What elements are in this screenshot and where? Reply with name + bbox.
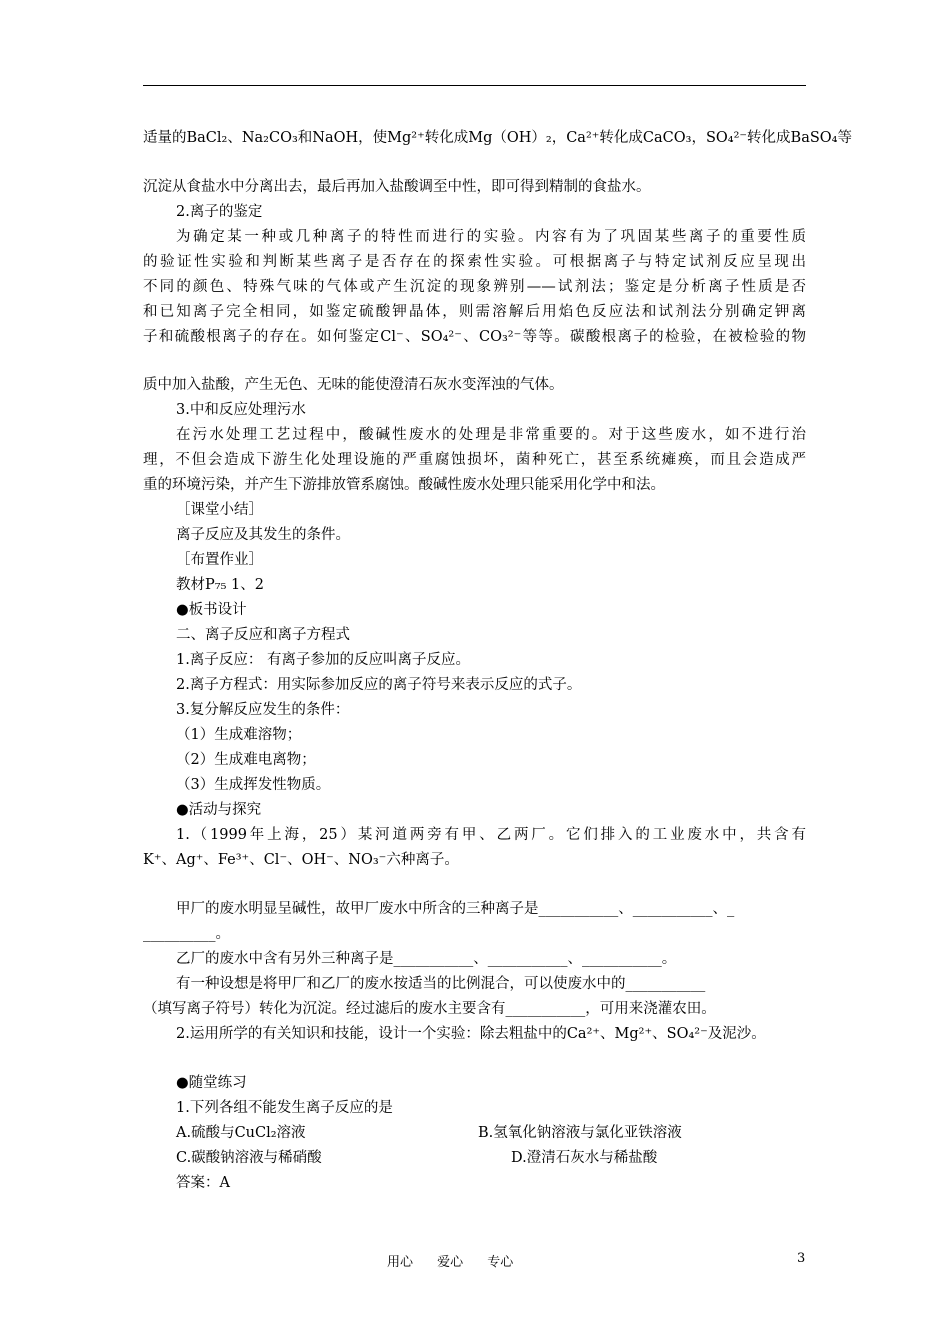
activity-q1-blank-1-cont: __________。 — [143, 926, 230, 942]
heading-homework: ［布置作业］ — [176, 552, 263, 568]
board-item-3: 3.复分解反应发生的条件： — [176, 702, 350, 718]
condition-1: （1）生成难溶物； — [176, 727, 302, 743]
para-line-6: 不同的颜色、特殊气味的气体或产生沉淀的现象辨别——试剂法；鉴定是分析离子性质是否 — [143, 279, 806, 295]
practice-q1: 1.下列各组不能发生离子反应的是 — [176, 1100, 393, 1116]
para-line-11: 在污水处理工艺过程中，酸碱性废水的处理是非常重要的。对于这些废水，如不进行治 — [176, 427, 806, 443]
activity-q1-blank-1: 甲厂的废水明显呈碱性，故甲厂废水中所含的三种离子是___________、___________、_ — [176, 901, 735, 917]
para-line-9: 质中加入盐酸，产生无色、无味的能使澄清石灰水变浑浊的气体。 — [143, 377, 564, 393]
homework-text: 教材P₇₅ 1、2 — [176, 577, 264, 593]
para-line-4: 为确定某一种或几种离子的特性而进行的实验。内容有为了巩固某些离子的重要性质 — [176, 229, 806, 245]
option-a: A.硫酸与CuCl₂溶液 — [176, 1125, 306, 1141]
activity-q1-blank-2: 乙厂的废水中含有另外三种离子是___________、___________、___________。 — [176, 951, 677, 967]
option-d: D.澄清石灰水与稀盐酸 — [511, 1150, 658, 1166]
para-line-2: 沉淀从食盐水中分离出去，最后再加入盐酸调至中性，即可得到精制的食盐水。 — [143, 179, 651, 195]
activity-q1-blank-3: 有一种设想是将甲厂和乙厂的废水按适当的比例混合，可以使废水中的___________ — [176, 976, 706, 992]
heading-ion-identification: 2.离子的鉴定 — [176, 204, 263, 220]
page-number: 3 — [797, 1251, 806, 1266]
answer: 答案：A — [176, 1175, 230, 1191]
para-line-12: 理，不但会造成下游生化处理设施的严重腐蚀损坏，菌种死亡，甚至系统瘫痪，而且会造成严 — [143, 452, 806, 468]
activity-q2: 2.运用所学的有关知识和技能，设计一个实验：除去粗盐中的Ca²⁺、Mg²⁺、SO₄²⁻及泥沙。 — [176, 1026, 766, 1042]
activity-q1-blank-4: （填写离子符号）转化为沉淀。经过滤后的废水主要含有___________，可用来浇灌农田。 — [143, 1001, 716, 1017]
condition-2: （2）生成难电离物； — [176, 752, 316, 768]
para-line-1: 适量的BaCl₂、Na₂CO₃和NaOH，使Mg²⁺转化成Mg（OH）₂，Ca²⁺转化成CaCO₃，SO₄²⁻转化成BaSO₄等 — [143, 130, 852, 146]
heading-board-design: ●板书设计 — [176, 602, 247, 618]
activity-q1-line-1: 1.（1999年上海，25）某河道两旁有甲、乙两厂。它们排入的工业废水中，共含有 — [176, 827, 806, 843]
board-item-2: 2.离子方程式：用实际参加反应的离子符号来表示反应的式子。 — [176, 677, 582, 693]
heading-activity: ●活动与探究 — [176, 802, 262, 818]
activity-q1-line-2: K⁺、Ag⁺、Fe³⁺、Cl⁻、OH⁻、NO₃⁻六种离子。 — [143, 852, 459, 868]
board-title: 二、离子反应和离子方程式 — [176, 627, 350, 643]
header-rule — [143, 85, 806, 86]
heading-neutralization: 3.中和反应处理污水 — [176, 402, 306, 418]
para-line-7: 和已知离子完全相同，如鉴定硫酸钾晶体，则需溶解后用焰色反应法和试剂法分别确定钾离 — [143, 304, 806, 320]
para-line-13: 重的环境污染，并产生下游排放管系腐蚀。酸碱性废水处理只能采用化学中和法。 — [143, 477, 665, 493]
summary-text: 离子反应及其发生的条件。 — [176, 527, 350, 543]
heading-practice: ●随堂练习 — [176, 1075, 247, 1091]
condition-3: （3）生成挥发性物质。 — [176, 777, 331, 793]
para-line-5: 的验证性实验和判断某些离子是否存在的探索性实验。可根据离子与特定试剂反应呈现出 — [143, 254, 806, 270]
option-c: C.碳酸钠溶液与稀硝酸 — [176, 1150, 322, 1166]
heading-summary: ［课堂小结］ — [176, 502, 263, 518]
option-b: B.氢氧化钠溶液与氯化亚铁溶液 — [478, 1125, 682, 1141]
footer-motto: 用心 爱心 专心 — [387, 1255, 514, 1270]
para-line-8: 子和硫酸根离子的存在。如何鉴定Cl⁻、SO₄²⁻、CO₃²⁻等等。碳酸根离子的检验，在被检验的物 — [143, 329, 806, 345]
board-item-1: 1.离子反应： 有离子参加的反应叫离子反应。 — [176, 652, 470, 668]
